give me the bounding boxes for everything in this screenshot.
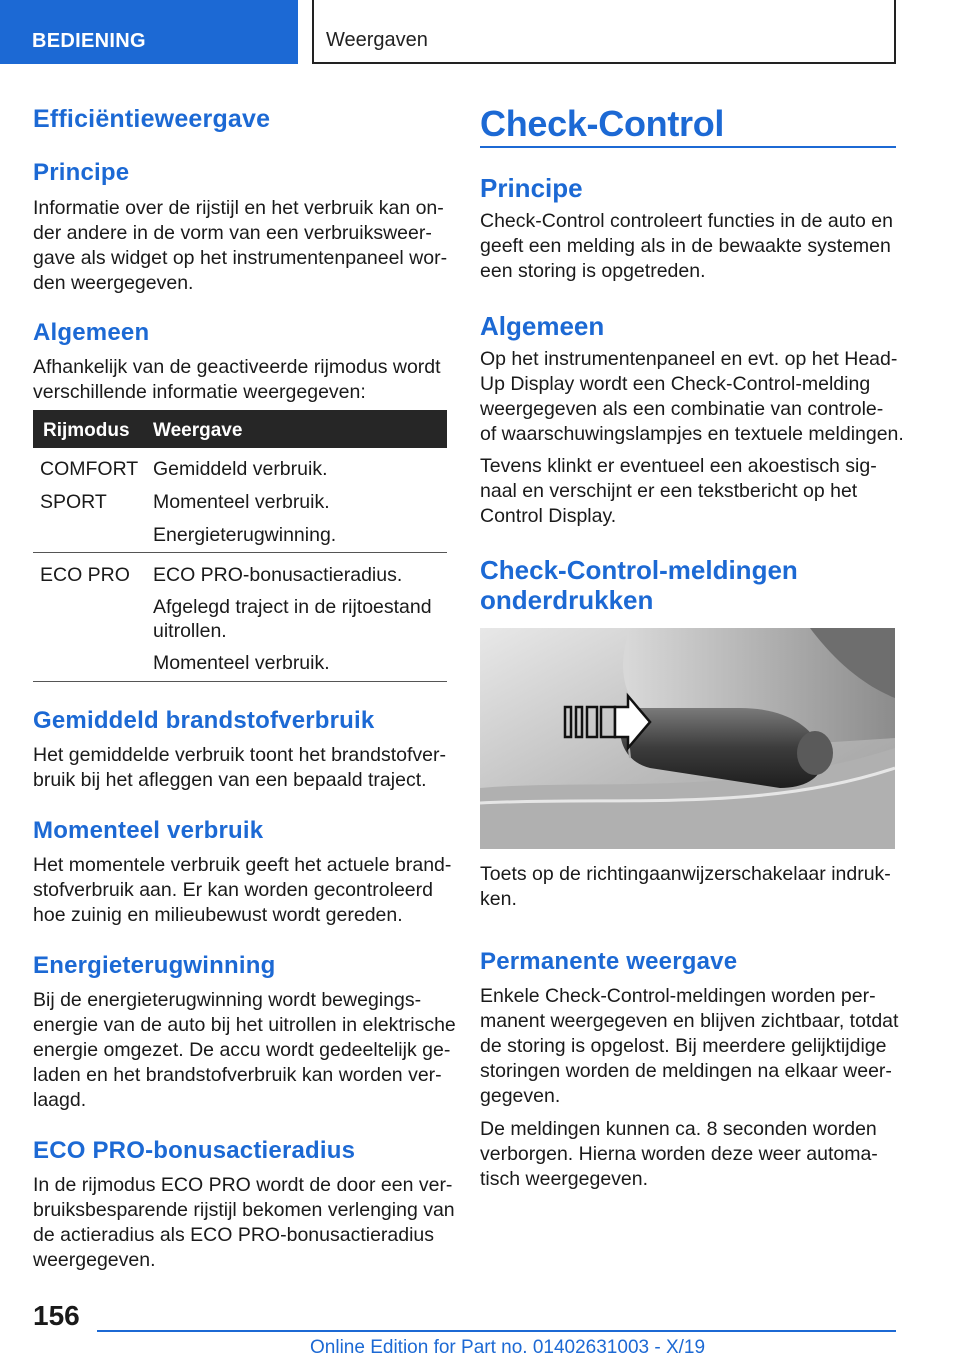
energie-paragraph: Bij de energieterugwinning wordt bewegings- energie van de auto bij het uitrollen in elektrische energie omgezet. De accu wordt gedeeltelijk ge- laden en het brandstofverbruik kan worden ver- laagd. [33, 989, 456, 1111]
heading-algemeen-left: Algemeen [33, 319, 150, 346]
algemeen-paragraph-right: Op het instrumentenpaneel en evt. op het Head- Up Display wordt een Check-Control-melding weergegeven als een combinatie van controle- of waarschuwingslampjes en textuele meldingen. [480, 348, 904, 445]
heading-onderdrukken: Check-Control-meldingen onderdrukken [480, 555, 798, 615]
principe-paragraph-right: Check-Control controleert functies in de auto en geeft een melding als in de bewaakte systemen een storing is opgetreden. [480, 210, 893, 282]
page-title-right: Check-Control [480, 103, 725, 144]
chapter-title: Weergaven [326, 29, 428, 51]
heading-eco-pro: ECO PRO-bonusactieradius [33, 1137, 356, 1164]
algemeen-paragraph-left: Afhankelijk van de geactiveerde rijmodus wordt verschillende informatie weergegeven: [33, 356, 441, 403]
heading-momenteel: Momenteel verbruik [33, 817, 264, 844]
section-tab: BEDIENING [0, 0, 298, 64]
footer-edition: Online Edition for Part no. 01402631003 - X/19 [310, 1337, 706, 1358]
heading-gemiddeld: Gemiddeld brandstofverbruik [33, 707, 375, 734]
heading-permanente-weergave: Permanente weergave [480, 948, 738, 975]
principe-paragraph-left: Informatie over de rijstijl en het verbruik kan on- der andere in de vorm van een verbruiksweer- gave als widget op het instrumentenpaneel wor- den weergegeven. [33, 197, 448, 294]
table-header-weergave: Weergave [153, 420, 243, 441]
title-rule [480, 146, 896, 148]
heading-algemeen-right: Algemeen [480, 311, 605, 341]
heading-principe-right: Principe [480, 173, 583, 203]
table-row: ECO PRO ECO PRO-bonusactieradius. Afgelegd traject in de rijtoestand uitrollen. Momenteel verbruik. [33, 553, 447, 682]
heading-principe-left: Principe [33, 159, 130, 186]
table-header-rijmodus: Rijmodus [43, 420, 130, 441]
permanent-paragraph: Enkele Check-Control-meldingen worden per- manent weergegeven en blijven zichtbaar, totdat de storing is opgelost. Bij meerdere gelijktijdige storingen worden de meldingen na elkaar weer- gegeven. [480, 985, 899, 1107]
momenteel-paragraph: Het momentele verbruik geeft het actuele brand- stofverbruik aan. Er kan worden gecontroleerd hoe zuinig en milieubewust wordt gereden. [33, 854, 452, 926]
footer-rule [97, 1330, 896, 1332]
figure-caption: Toets op de richtingaanwijzerschakelaar indruk- ken. [480, 863, 891, 910]
gemiddeld-paragraph: Het gemiddelde verbruik toont het brandstofver- bruik bij het afleggen van een bepaald traject. [33, 744, 446, 791]
heading-energieterugwinning: Energieterugwinning [33, 952, 276, 979]
algemeen-paragraph-right-2: Tevens klinkt er eventueel een akoestisch sig- naal en verschijnt er een tekstbericht op het Control Display. [480, 455, 877, 527]
turn-signal-stalk-illustration [480, 628, 895, 849]
table-row: COMFORT SPORT Gemiddeld verbruik. Momenteel verbruik. Energieterugwinning. [33, 448, 447, 553]
table-header [33, 410, 447, 448]
page-number: 156 [33, 1300, 80, 1331]
permanent-paragraph-2: De meldingen kunnen ca. 8 seconden worden verborgen. Hierna worden deze weer automa- tisch weergegeven. [480, 1118, 878, 1190]
eco-paragraph: In de rijmodus ECO PRO wordt de door een ver- bruiksbesparende rijstijl bekomen verlenging van de actieradius als ECO PRO-bonusactieradius weergegeven. [33, 1174, 455, 1271]
rijmodus-table [33, 410, 447, 682]
page-title-left: Efficiëntieweergave [33, 105, 271, 133]
